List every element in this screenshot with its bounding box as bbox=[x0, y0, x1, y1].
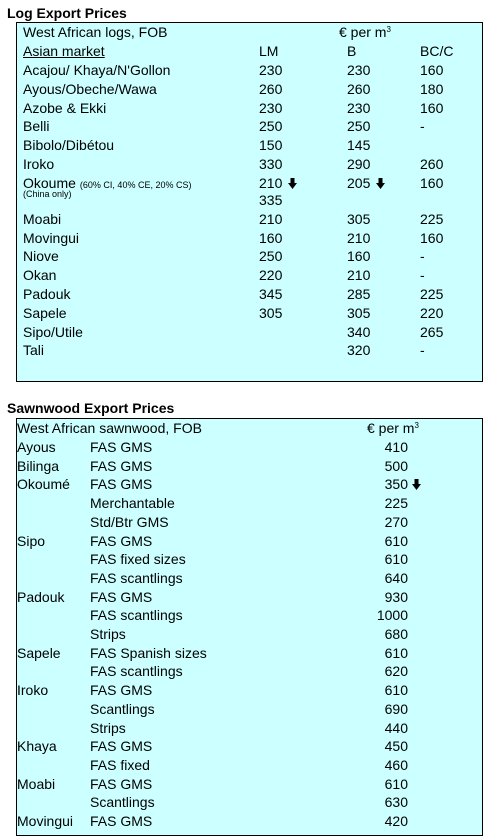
price: 610 bbox=[384, 532, 408, 549]
price: 620 bbox=[384, 663, 408, 680]
b-price: 230 bbox=[347, 62, 371, 78]
species-name: Tali bbox=[23, 342, 45, 359]
grade: Merchantable bbox=[90, 495, 175, 512]
species-name: Iroko bbox=[23, 156, 55, 172]
bcc-price: - bbox=[420, 342, 425, 359]
down-arrow-icon bbox=[412, 479, 421, 490]
price: 410 bbox=[384, 439, 408, 455]
lm-price: 305 bbox=[259, 304, 283, 321]
price: 225 bbox=[384, 495, 408, 512]
sawn-price-table bbox=[16, 418, 483, 836]
col-bcc: BC/C bbox=[420, 43, 454, 59]
log-header-row bbox=[17, 23, 482, 42]
species-name: Okoumé bbox=[17, 476, 70, 493]
grade: Scantlings bbox=[90, 700, 155, 717]
lm-price: 250 bbox=[259, 248, 283, 265]
grade: FAS GMS bbox=[90, 588, 153, 605]
b-price: 285 bbox=[347, 286, 371, 302]
grade: FAS scantlings bbox=[90, 607, 183, 624]
species-note: (60% CI, 40% CE, 20% CS) bbox=[79, 179, 192, 190]
sawn-row bbox=[17, 569, 482, 588]
b-price: 260 bbox=[347, 80, 371, 97]
bcc-price: 160 bbox=[420, 174, 444, 191]
grade: Std/Btr GMS bbox=[90, 513, 169, 530]
down-arrow-icon bbox=[288, 178, 297, 189]
grade: FAS scantlings bbox=[90, 569, 183, 586]
lm-price: 210 bbox=[259, 174, 283, 191]
sawn-row bbox=[17, 737, 482, 756]
b-price: 250 bbox=[347, 118, 371, 135]
lm-price: 260 bbox=[259, 80, 283, 97]
price: 500 bbox=[384, 457, 408, 474]
price: 640 bbox=[384, 569, 408, 586]
grade: FAS scantlings bbox=[90, 663, 183, 680]
grade: FAS GMS bbox=[90, 532, 153, 549]
price: 690 bbox=[384, 700, 408, 717]
price: 930 bbox=[384, 588, 408, 605]
bcc-price: 160 bbox=[420, 229, 444, 246]
price: 440 bbox=[384, 719, 408, 736]
price: 630 bbox=[384, 794, 408, 811]
price: 610 bbox=[384, 682, 408, 699]
b-price: 145 bbox=[347, 137, 371, 154]
lm-price: 230 bbox=[259, 99, 283, 116]
sawn-row bbox=[17, 494, 482, 513]
sawn-row bbox=[17, 793, 482, 812]
species-name: Acajou/ Khaya/N'Gollon bbox=[23, 62, 171, 78]
sawn-row bbox=[17, 457, 482, 476]
lm-price: 345 bbox=[259, 286, 283, 302]
log-column-headers bbox=[17, 42, 482, 61]
log-section-title: Log Export Prices bbox=[7, 5, 127, 21]
species-name: Belli bbox=[23, 118, 50, 135]
bcc-price: 160 bbox=[420, 99, 444, 116]
species-name: Iroko bbox=[17, 682, 49, 699]
grade: FAS GMS bbox=[90, 738, 153, 755]
b-price: 290 bbox=[347, 156, 371, 172]
species-name: Niove bbox=[23, 248, 59, 265]
grade: FAS Spanish sizes bbox=[90, 644, 207, 661]
price: 350 bbox=[384, 476, 408, 493]
b-price: 230 bbox=[347, 99, 371, 116]
lm-price: 230 bbox=[259, 62, 283, 78]
grade: FAS GMS bbox=[90, 476, 153, 493]
species-name: Azobe & Ekki bbox=[23, 99, 107, 116]
price: 450 bbox=[384, 738, 408, 755]
sawn-row bbox=[17, 550, 482, 569]
species-name: Sapele bbox=[17, 644, 61, 661]
price: 610 bbox=[384, 551, 408, 568]
b-price: 210 bbox=[347, 267, 371, 284]
grade: FAS GMS bbox=[90, 813, 153, 829]
lm-price: 210 bbox=[259, 210, 283, 227]
log-row bbox=[17, 61, 482, 80]
log-row bbox=[17, 266, 482, 285]
grade: FAS GMS bbox=[90, 439, 153, 455]
sawn-section-title: Sawnwood Export Prices bbox=[7, 400, 175, 416]
sawn-row bbox=[17, 700, 482, 719]
species-name: Sapele bbox=[23, 304, 67, 321]
species-name: Moabi bbox=[17, 775, 56, 792]
lm-price: 250 bbox=[259, 118, 283, 135]
bcc-price: - bbox=[420, 267, 425, 284]
b-price: 305 bbox=[347, 210, 371, 227]
bcc-price: - bbox=[420, 118, 425, 135]
sawn-row bbox=[17, 475, 482, 494]
species-name: Movingui bbox=[17, 813, 74, 829]
log-unit-label: € per $m^3$ bbox=[339, 24, 391, 40]
bcc-price: 225 bbox=[420, 210, 444, 227]
b-price: 210 bbox=[347, 229, 371, 246]
price: 270 bbox=[384, 513, 408, 530]
grade: Strips bbox=[90, 719, 126, 736]
log-row bbox=[17, 285, 482, 304]
lm-price-2: 335 bbox=[259, 191, 283, 208]
sawn-row bbox=[17, 532, 482, 551]
b-price: 305 bbox=[347, 304, 371, 321]
species-name: Sipo/Utile bbox=[23, 323, 83, 340]
bcc-price: 180 bbox=[420, 80, 444, 97]
lm-price: 150 bbox=[259, 137, 283, 154]
sawn-row bbox=[17, 438, 482, 457]
log-row bbox=[17, 323, 482, 342]
grade: FAS GMS bbox=[90, 682, 153, 699]
species-note-2: (China only) bbox=[23, 188, 72, 199]
species-name: Sipo bbox=[17, 532, 46, 549]
sawn-row bbox=[17, 681, 482, 700]
log-price-table bbox=[16, 22, 483, 382]
species-name: Bilinga bbox=[17, 457, 60, 474]
grade: FAS GMS bbox=[90, 775, 153, 792]
lm-price: 220 bbox=[259, 267, 283, 284]
sawn-row bbox=[17, 606, 482, 625]
species-name: Bibolo/Dibétou bbox=[23, 137, 115, 154]
species-name: Movingui bbox=[23, 229, 80, 246]
bcc-price: 220 bbox=[420, 304, 444, 321]
bcc-price: 225 bbox=[420, 286, 444, 302]
log-row bbox=[17, 136, 482, 155]
species-name: Okoume (60% CI, 40% CE, 20% CS) bbox=[23, 174, 192, 191]
log-row bbox=[17, 99, 482, 118]
log-row bbox=[17, 229, 482, 248]
bcc-price: 160 bbox=[420, 62, 444, 78]
price: 610 bbox=[384, 644, 408, 661]
sawn-row bbox=[17, 719, 482, 738]
sawn-row bbox=[17, 662, 482, 681]
b-price: 205 bbox=[347, 174, 371, 191]
grade: FAS fixed sizes bbox=[90, 551, 186, 568]
grade: FAS GMS bbox=[90, 457, 153, 474]
log-row bbox=[17, 304, 482, 323]
log-row bbox=[17, 210, 482, 229]
col-b: B bbox=[347, 43, 357, 59]
grade: Strips bbox=[90, 626, 126, 642]
grade: FAS fixed bbox=[90, 756, 150, 773]
log-header-label: West African logs, FOB bbox=[23, 24, 168, 40]
log-row bbox=[17, 341, 482, 360]
species-name: Padouk bbox=[23, 286, 71, 302]
grade: Scantlings bbox=[90, 794, 155, 811]
price: 1000 bbox=[376, 607, 408, 624]
log-row-continued bbox=[17, 188, 482, 209]
species-name: Padouk bbox=[17, 588, 65, 605]
species-name: Okan bbox=[23, 267, 57, 284]
sawn-header-row bbox=[17, 419, 482, 438]
col-asian-market: Asian market bbox=[23, 43, 105, 59]
col-lm: LM bbox=[259, 43, 279, 59]
price-trend bbox=[410, 475, 421, 494]
price: 610 bbox=[384, 775, 408, 792]
bcc-price: 260 bbox=[420, 156, 444, 172]
price: 680 bbox=[384, 626, 408, 642]
price: 420 bbox=[384, 813, 408, 829]
sawn-unit-label: € per $m^3$ bbox=[367, 420, 419, 436]
lm-price: 330 bbox=[259, 156, 283, 172]
bcc-price: - bbox=[420, 248, 425, 265]
lm-price: 160 bbox=[259, 229, 283, 246]
sawn-row bbox=[17, 756, 482, 775]
b-price: 160 bbox=[347, 248, 371, 265]
sawn-row bbox=[17, 644, 482, 663]
price: 460 bbox=[384, 756, 408, 773]
sawn-row bbox=[17, 513, 482, 532]
sawn-header-label: West African sawnwood, FOB bbox=[17, 420, 202, 436]
log-row bbox=[17, 247, 482, 266]
sawn-row bbox=[17, 625, 482, 644]
species-name: Khaya bbox=[17, 738, 57, 755]
b-price: 340 bbox=[347, 323, 371, 340]
sawn-row bbox=[17, 812, 482, 831]
species-name: Ayous bbox=[17, 439, 56, 455]
sawn-row bbox=[17, 775, 482, 794]
species-name: Ayous/Obeche/Wawa bbox=[23, 80, 157, 97]
sawn-row bbox=[17, 588, 482, 607]
log-row bbox=[17, 155, 482, 174]
down-arrow-icon bbox=[376, 178, 385, 189]
log-row bbox=[17, 117, 482, 136]
bcc-price: 265 bbox=[420, 323, 444, 340]
b-price: 320 bbox=[347, 342, 371, 359]
species-name: Moabi bbox=[23, 210, 62, 227]
log-row bbox=[17, 80, 482, 99]
